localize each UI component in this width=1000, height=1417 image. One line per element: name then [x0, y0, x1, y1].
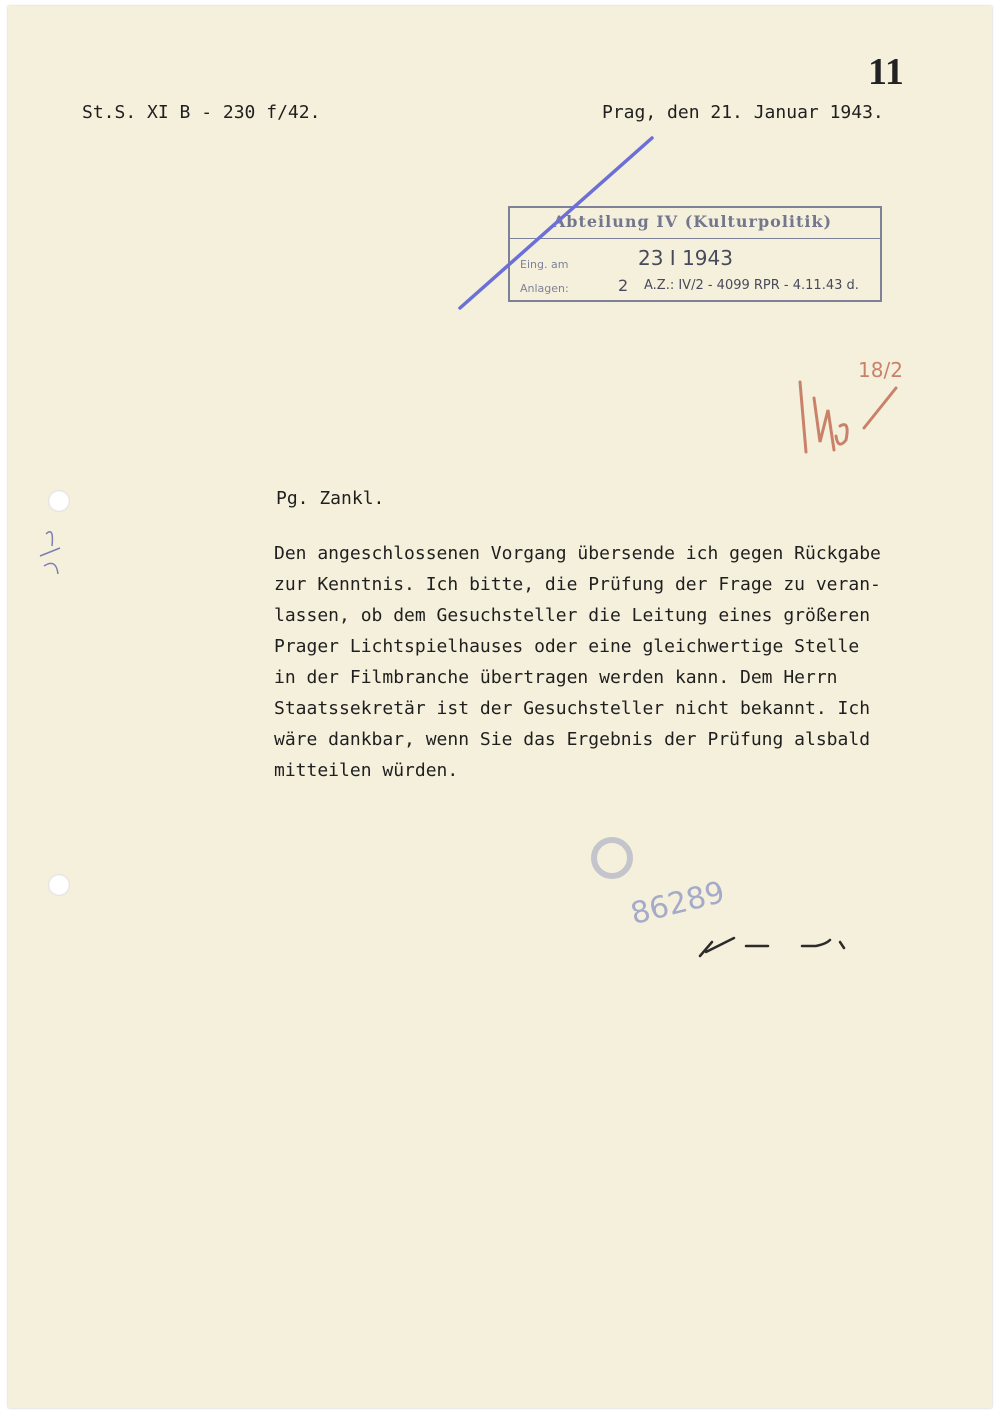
margin-scribble: [40, 532, 60, 574]
document-page: [8, 6, 992, 1408]
stamp-file-reference: A.Z.: IV/2 - 4099 RPR - 4.11.43 d.: [644, 278, 859, 293]
stamp-label-received: Eing. am: [520, 258, 569, 271]
stamp-received-date: 23 I 1943: [638, 246, 733, 270]
body-line: Staatssekretär ist der Gesuchsteller nicht bekannt. Ich: [274, 698, 871, 719]
stamp-label-attachments: Anlagen:: [520, 282, 569, 295]
body-line: lassen, ob dem Gesuchsteller die Leitung eines größeren: [274, 605, 871, 626]
body-line: zur Kenntnis. Ich bitte, die Prüfung der Frage zu veran-: [274, 574, 881, 595]
addressee: Pg. Zankl.: [276, 488, 385, 509]
faded-round-stamp: [594, 840, 630, 876]
body-line: Prager Lichtspielhauses oder eine gleichwertige Stelle: [274, 636, 860, 657]
signature-mark: [700, 938, 844, 956]
body-line: wäre dankbar, wenn Sie das Ergebnis der Prüfung alsbald: [274, 729, 871, 750]
body-line: mitteilen würden.: [274, 760, 459, 781]
file-reference: St.S. XI B - 230 f/42.: [82, 102, 321, 123]
body-line: Den angeschlossenen Vorgang übersende ich gegen Rückgabe: [274, 543, 881, 564]
stamp-title: Abteilung IV (Kulturpolitik): [552, 212, 833, 231]
body-line: in der Filmbranche übertragen werden kann. Dem Herrn: [274, 667, 838, 688]
punch-hole-bottom: [48, 874, 70, 896]
punch-hole-top: [48, 490, 70, 512]
letter-body: [274, 538, 964, 786]
margin-note: 18/2: [858, 358, 903, 382]
faded-stamp-number: 86289: [627, 874, 729, 933]
blue-pencil-stroke: [460, 138, 652, 308]
place-and-date: Prag, den 21. Januar 1943.: [602, 102, 884, 123]
stamp-attachments-count: 2: [618, 276, 629, 295]
red-pencil-initials: [800, 382, 896, 452]
page-number: 11: [868, 51, 904, 93]
